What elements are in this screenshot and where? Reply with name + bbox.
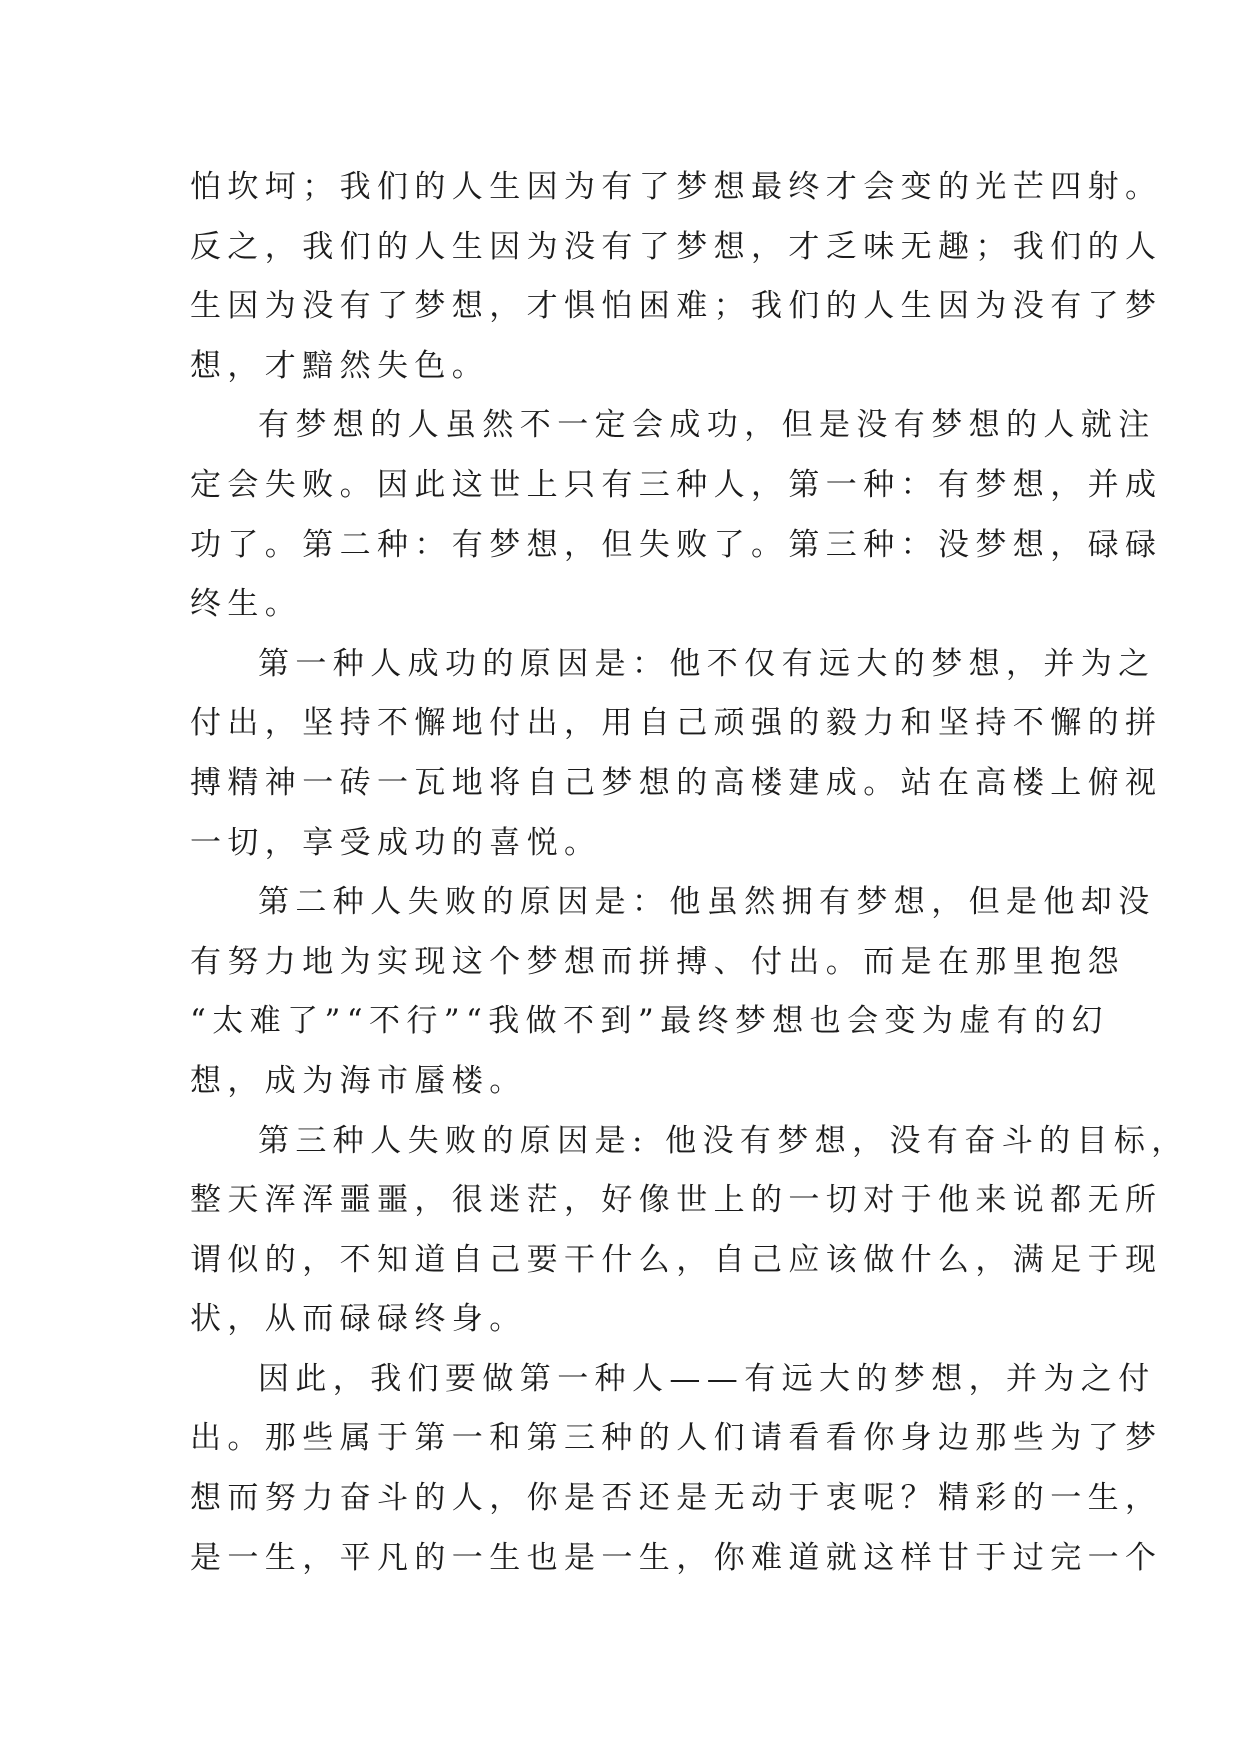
text-line: 是一生，平凡的一生也是一生，你难道就这样甘于过完一个 <box>190 1539 1163 1576</box>
text-line: 功了。第二种：有梦想，但失败了。第三种：没梦想，碌碌 <box>190 526 1163 563</box>
text-line: 想，成为海市蜃楼。 <box>190 1062 527 1099</box>
text-line: 状，从而碌碌终身。 <box>190 1301 527 1338</box>
paragraph-first-line: 第一种人成功的原因是：他不仅有远大的梦想，并为之 <box>258 645 1156 682</box>
text-line: 想，才黯然失色。 <box>190 347 490 384</box>
text-line: 生因为没有了梦想，才惧怕困难；我们的人生因为没有了梦 <box>190 288 1163 325</box>
paragraph-first-line: 第三种人失败的原因是: 他没有梦想，没有奋斗的目标， <box>258 1122 1189 1159</box>
paragraph-first-line: 因此，我们要做第一种人——有远大的梦想，并为之付 <box>258 1360 1156 1397</box>
paragraph-first-line: 第二种人失败的原因是：他虽然拥有梦想，但是他却没 <box>258 884 1156 921</box>
essay-body <box>190 158 1189 1588</box>
text-line: 一切，享受成功的喜悦。 <box>190 824 602 861</box>
text-line: 搏精神一砖一瓦地将自己梦想的高楼建成。站在高楼上俯视 <box>190 764 1163 801</box>
text-line: 出。那些属于第一和第三种的人们请看看你身边那些为了梦 <box>190 1420 1163 1457</box>
text-line: 有努力地为实现这个梦想而拼搏、付出。而是在那里抱怨 <box>190 943 1125 980</box>
text-line: 怕坎坷；我们的人生因为有了梦想最终才会变的光芒四射。 <box>190 169 1163 205</box>
text-line: 想而努力奋斗的人，你是否还是无动于衷呢？精彩的一生， <box>190 1480 1163 1517</box>
text-line: 终生。 <box>190 586 303 623</box>
text-line: 反之，我们的人生因为没有了梦想，才乏味无趣；我们的人 <box>190 228 1163 265</box>
text-line: 整天浑浑噩噩，很迷茫，好像世上的一切对于他来说都无所 <box>190 1182 1163 1219</box>
text-line: 付出，坚持不懈地付出，用自己顽强的毅力和坚持不懈的拼 <box>190 705 1163 742</box>
text-line: 谓似的，不知道自己要干什么，自己应该做什么，满足于现 <box>190 1241 1163 1278</box>
paragraph-first-line: 有梦想的人虽然不一定会成功，但是没有梦想的人就注 <box>258 407 1156 444</box>
text-line: “太难了”“不行”“我做不到”最终梦想也会变为虚有的幻 <box>190 1003 1109 1040</box>
text-line: 定会失败。因此这世上只有三种人，第一种：有梦想，并成 <box>190 466 1163 503</box>
